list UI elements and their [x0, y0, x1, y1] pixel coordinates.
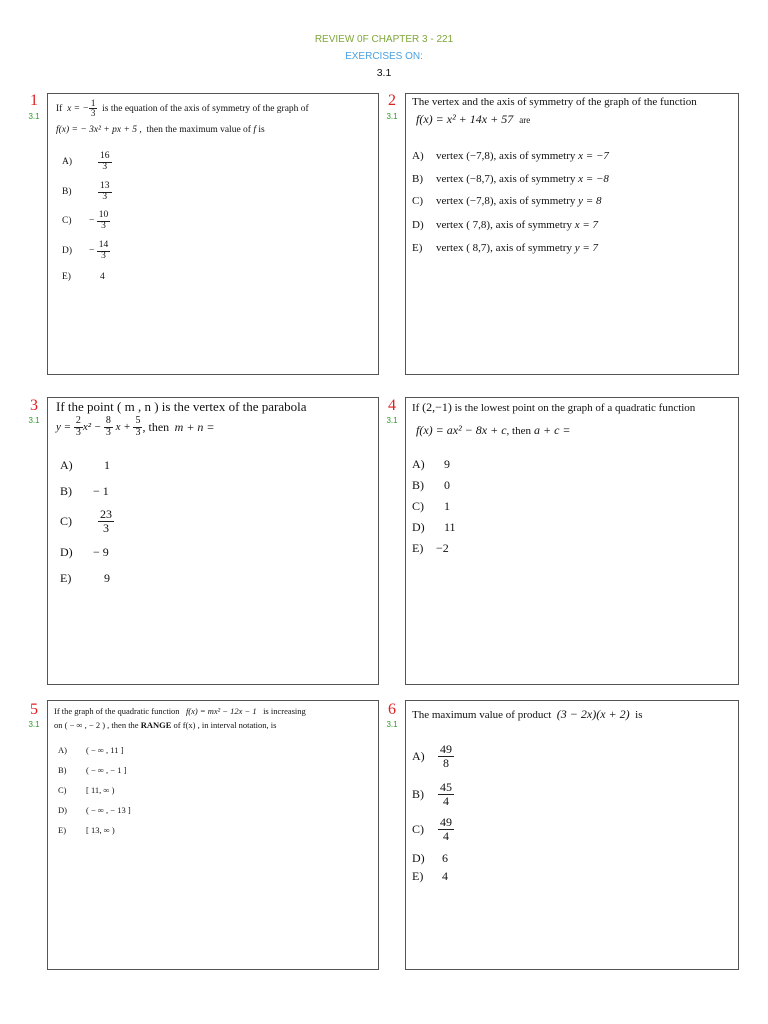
option-equation: y = 8	[578, 195, 602, 207]
option-text: , axis of symmetry	[493, 173, 576, 185]
option-label: E)	[58, 825, 67, 835]
option-b[interactable]	[412, 173, 609, 185]
stem-fraction: $\frac{8}{3}$	[105, 415, 111, 438]
option-c[interactable]	[412, 816, 454, 842]
option-value: [ 11, ∞ )	[86, 785, 115, 795]
option-label: B)	[412, 786, 424, 801]
question-stem	[412, 707, 642, 722]
option-value: 6	[442, 851, 448, 865]
stem-function: f(x) = ax² − 8x + c	[416, 423, 507, 437]
option-sign: −	[89, 246, 95, 257]
option-fraction: $\frac{45}{4}$	[440, 780, 452, 808]
option-e[interactable]	[412, 242, 598, 254]
option-label: D)	[58, 805, 67, 815]
stem-text: , then	[506, 424, 531, 437]
option-label: E)	[60, 571, 72, 585]
question-section: 3.1	[386, 720, 398, 729]
option-label: D)	[412, 851, 425, 865]
question-stem	[56, 99, 309, 119]
option-a[interactable]	[412, 457, 450, 472]
stem-text: is	[258, 125, 265, 135]
stem-variable: f	[253, 125, 256, 135]
option-label: C)	[412, 821, 424, 836]
stem-fraction: $\frac{2}{3}$	[75, 415, 81, 438]
stem-text: is	[635, 708, 643, 721]
stem-expression: (3 − 2x)(x + 2)	[556, 707, 630, 721]
option-value: 9	[444, 457, 450, 471]
option-equation: x = −8	[578, 173, 609, 185]
option-fraction: $\frac{10}{3}$	[98, 210, 109, 231]
option-d[interactable]	[62, 241, 110, 262]
page-subtitle: EXERCISES ON:	[345, 51, 423, 62]
option-a[interactable]	[60, 458, 110, 473]
question-number: 5	[30, 701, 38, 718]
option-fraction: $\frac{16}{3}$	[100, 151, 110, 172]
stem-function: f(x) = x² + 14x + 57	[416, 112, 514, 126]
option-e[interactable]	[412, 869, 448, 884]
section-number: 3.1	[376, 67, 392, 79]
option-label: E)	[412, 242, 423, 254]
option-text: vertex	[436, 195, 464, 207]
option-label: C)	[58, 785, 67, 795]
question-number: 4	[388, 397, 396, 414]
stem-equation: m + n =	[174, 419, 215, 434]
option-label: A)	[412, 748, 425, 763]
option-value: − 1	[93, 484, 109, 498]
option-label: D)	[62, 246, 73, 257]
option-label: A)	[58, 745, 67, 755]
stem-text: is increasing	[263, 706, 306, 716]
stem-fraction: $\frac{5}{3}$	[135, 415, 141, 438]
option-label: B)	[60, 484, 72, 498]
option-label: D)	[412, 520, 425, 534]
option-c[interactable]	[412, 499, 450, 514]
option-value: −2	[436, 541, 449, 555]
stem-text: The maximum value of product	[412, 708, 552, 721]
option-b[interactable]	[62, 182, 112, 203]
page-title: REVIEW 0F CHAPTER 3 - 221	[314, 34, 454, 45]
option-point: (−8,7)	[466, 173, 494, 185]
question-section: 3.1	[386, 416, 398, 425]
question-box-1	[47, 93, 379, 375]
option-label: E)	[62, 272, 71, 282]
option-d[interactable]	[412, 219, 598, 231]
question-stem-line2	[56, 416, 215, 438]
question-stem-line2	[56, 125, 265, 135]
stem-text: If	[412, 401, 420, 414]
option-c[interactable]	[412, 195, 601, 207]
option-text: , axis of symmetry	[490, 242, 572, 254]
option-equation: x = 7	[574, 219, 599, 231]
option-text: vertex	[436, 219, 464, 231]
option-d[interactable]	[412, 520, 456, 535]
stem-term: x +	[115, 421, 131, 433]
option-text: vertex	[436, 242, 464, 254]
question-box-5	[47, 700, 379, 970]
stem-text: If	[56, 103, 63, 114]
stem-point: (2,−1)	[422, 400, 452, 414]
option-text: , axis of symmetry	[490, 219, 572, 231]
stem-equation: a + c =	[533, 423, 571, 437]
option-c[interactable]	[60, 508, 114, 534]
option-b[interactable]	[60, 484, 109, 499]
question-stem: The vertex and the axis of symmetry of the graph of the function	[412, 96, 697, 108]
question-box-6	[405, 700, 739, 970]
option-value: 4	[442, 869, 448, 883]
stem-text: is the equation of the axis of symmetry of the graph of	[102, 103, 309, 114]
question-section: 3.1	[28, 720, 40, 729]
option-value: − 9	[93, 545, 109, 559]
option-a[interactable]	[62, 152, 112, 173]
question-number: 2	[388, 92, 396, 109]
option-label: A)	[60, 458, 73, 472]
option-text: vertex	[436, 173, 464, 185]
option-value: 1	[444, 499, 450, 513]
question-stem	[412, 400, 695, 415]
option-label: E)	[412, 869, 424, 883]
question-box-2	[405, 93, 739, 375]
option-e[interactable]	[58, 825, 115, 835]
option-fraction: $\frac{49}{4}$	[440, 815, 452, 843]
stem-fraction: $\frac{1}{3}$	[90, 98, 96, 119]
question-number: 6	[388, 701, 396, 718]
question-box-3	[47, 397, 379, 685]
question-stem: If the point ( m , n ) is the vertex of the parabola	[56, 399, 307, 414]
option-value: 9	[104, 571, 110, 585]
option-label: C)	[412, 499, 424, 513]
stem-equation: x = −	[67, 103, 89, 114]
option-label: D)	[412, 219, 424, 231]
option-value: [ 13, ∞ )	[86, 825, 115, 835]
option-d[interactable]	[412, 851, 448, 866]
option-value: 0	[444, 478, 450, 492]
option-label: A)	[412, 150, 424, 162]
option-a[interactable]	[412, 743, 454, 769]
option-label: E)	[412, 541, 424, 555]
option-e[interactable]	[62, 272, 105, 282]
option-a[interactable]	[58, 745, 123, 755]
option-fraction: $\frac{23}{3}$	[100, 507, 112, 535]
option-text: vertex	[436, 150, 464, 162]
option-fraction: $\frac{49}{8}$	[440, 742, 452, 770]
option-d[interactable]	[58, 805, 131, 815]
question-box-4	[405, 397, 739, 685]
option-label: C)	[60, 513, 72, 528]
stem-text: is the lowest point on the graph of a quadratic function	[454, 401, 696, 414]
option-e[interactable]	[412, 541, 449, 556]
option-label: A)	[412, 457, 425, 471]
option-b[interactable]	[58, 765, 126, 775]
option-point: (−7,8)	[466, 150, 494, 162]
option-label: B)	[412, 173, 423, 185]
question-number: 1	[30, 92, 38, 109]
option-text: , axis of symmetry	[493, 195, 576, 207]
stem-variable: y =	[56, 421, 72, 433]
question-stem-line2	[416, 423, 571, 438]
question-section: 3.1	[28, 112, 40, 121]
stem-text: on ( − ∞ , − 2 ) , then the	[54, 720, 139, 730]
option-b[interactable]	[412, 478, 450, 493]
option-label: B)	[412, 478, 424, 492]
question-section: 3.1	[28, 416, 40, 425]
option-label: B)	[62, 187, 72, 198]
option-fraction: $\frac{14}{3}$	[98, 240, 109, 261]
option-equation: x = −7	[578, 150, 609, 162]
option-label: A)	[62, 157, 73, 168]
option-c[interactable]	[62, 211, 110, 232]
option-value: ( − ∞ , − 1 ]	[86, 765, 127, 775]
option-fraction: $\frac{13}{3}$	[100, 181, 110, 202]
stem-function: f(x) = mx² − 12x − 1	[185, 706, 257, 716]
option-point: ( 7,8)	[466, 219, 491, 231]
stem-emphasis: RANGE	[140, 720, 172, 730]
stem-text: If the graph of the quadratic function	[54, 706, 180, 716]
stem-function: f(x) = − 3x² + px + 5 ,	[56, 125, 142, 135]
option-label: D)	[60, 545, 73, 559]
stem-text: of f(x) , in interval notation, is	[173, 720, 277, 730]
option-equation: y = 7	[574, 242, 599, 254]
stem-text: , then	[142, 419, 170, 434]
stem-term: x² −	[82, 421, 102, 433]
stem-text: are	[519, 114, 531, 125]
option-point: (−7,8)	[466, 195, 494, 207]
option-d[interactable]	[60, 545, 109, 560]
option-a[interactable]	[412, 150, 609, 162]
option-label: B)	[58, 765, 67, 775]
option-value: ( − ∞ , − 13 ]	[86, 805, 131, 815]
option-text: , axis of symmetry	[493, 150, 576, 162]
question-number: 3	[30, 397, 38, 414]
option-c[interactable]	[58, 785, 114, 795]
option-label: C)	[62, 216, 72, 227]
option-value: 4	[100, 272, 105, 282]
option-e[interactable]	[60, 571, 110, 586]
option-value: 11	[444, 520, 456, 534]
option-point: ( 8,7)	[466, 242, 491, 254]
question-stem	[54, 706, 306, 716]
question-stem-line2	[416, 112, 530, 127]
option-sign: −	[89, 216, 95, 227]
stem-text: then the maximum value of	[146, 125, 251, 135]
question-section: 3.1	[386, 112, 398, 121]
option-value: 1	[104, 458, 110, 472]
question-stem-line2	[54, 720, 276, 730]
option-label: C)	[412, 195, 423, 207]
option-b[interactable]	[412, 781, 454, 807]
option-value: ( − ∞ , 11 ]	[86, 745, 124, 755]
